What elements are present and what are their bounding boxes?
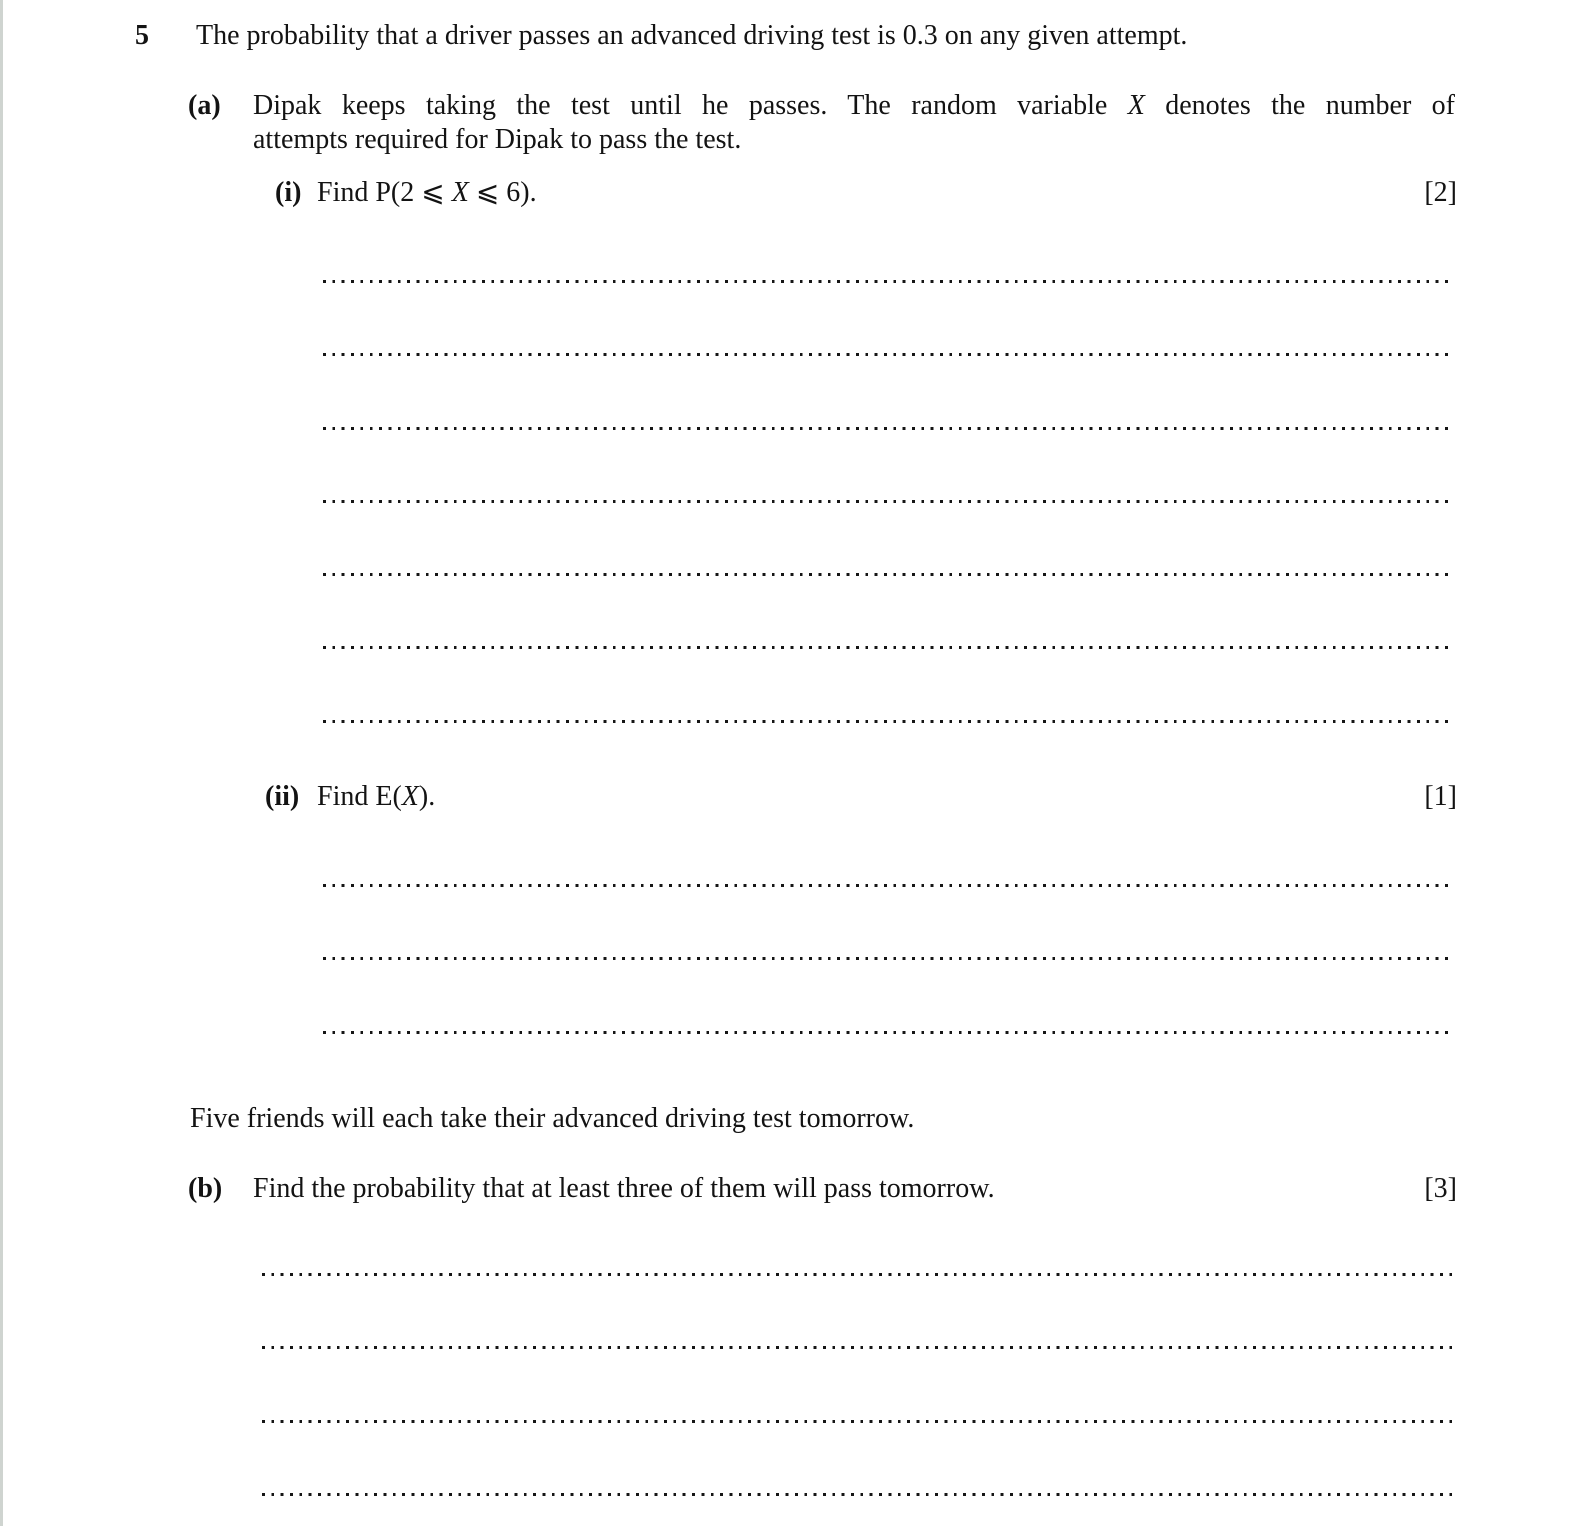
part-a-text [253, 89, 1455, 157]
part-a-line2: attempts required for Dipak to pass the test. [253, 124, 742, 155]
sub-ii-pre: Find E( [317, 781, 402, 812]
page-left-rule [0, 0, 3, 1526]
question-number: 5 [135, 20, 149, 51]
answer-line [323, 720, 1452, 723]
part-a-line1 [253, 89, 1455, 123]
random-variable-x: X [401, 781, 419, 812]
answer-line [323, 353, 1452, 356]
answer-line [262, 1493, 1452, 1496]
sub-question-ii-label: (ii) [265, 781, 300, 812]
part-b-text: Find the probability that at least three of them will pass tomorrow. [253, 1173, 995, 1204]
answer-line [323, 884, 1452, 887]
answer-line [323, 427, 1452, 430]
sub-question-i-text [317, 176, 537, 210]
marks-badge-b: [3] [1424, 1173, 1457, 1204]
interlude-text: Five friends will each take their advanced driving test tomorrow. [190, 1103, 915, 1134]
answer-line [262, 1273, 1452, 1276]
sub-question-ii-text [317, 780, 435, 814]
part-b-label: (b) [188, 1173, 223, 1204]
answer-line [323, 500, 1452, 503]
answer-lines-group-i [323, 280, 1452, 723]
sub-i-post: ⩽ 6). [468, 177, 537, 208]
answer-lines-group-ii [323, 884, 1452, 1034]
answer-line [323, 957, 1452, 960]
answer-line [323, 280, 1452, 283]
sub-question-i-label: (i) [275, 177, 302, 208]
answer-line [323, 646, 1452, 649]
marks-badge-ii: [1] [1424, 781, 1457, 812]
answer-lines-group-b [262, 1273, 1452, 1496]
answer-line [323, 1031, 1452, 1034]
answer-line [262, 1420, 1452, 1423]
marks-badge-i: [2] [1424, 177, 1457, 208]
part-a-label: (a) [188, 90, 221, 121]
part-a-line1-post: denotes the number of [1144, 90, 1456, 121]
question-intro: The probability that a driver passes an advanced driving test is 0.3 on any given attempt. [196, 20, 1188, 51]
part-a-line1-pre: Dipak keeps taking the test until he passes. The random variable [253, 90, 1128, 121]
answer-line [323, 573, 1452, 576]
random-variable-x: X [1127, 90, 1145, 121]
answer-line [262, 1346, 1452, 1349]
sub-i-pre: Find P(2 ⩽ [317, 177, 452, 208]
sub-ii-post: ). [418, 781, 436, 812]
random-variable-x: X [451, 177, 469, 208]
